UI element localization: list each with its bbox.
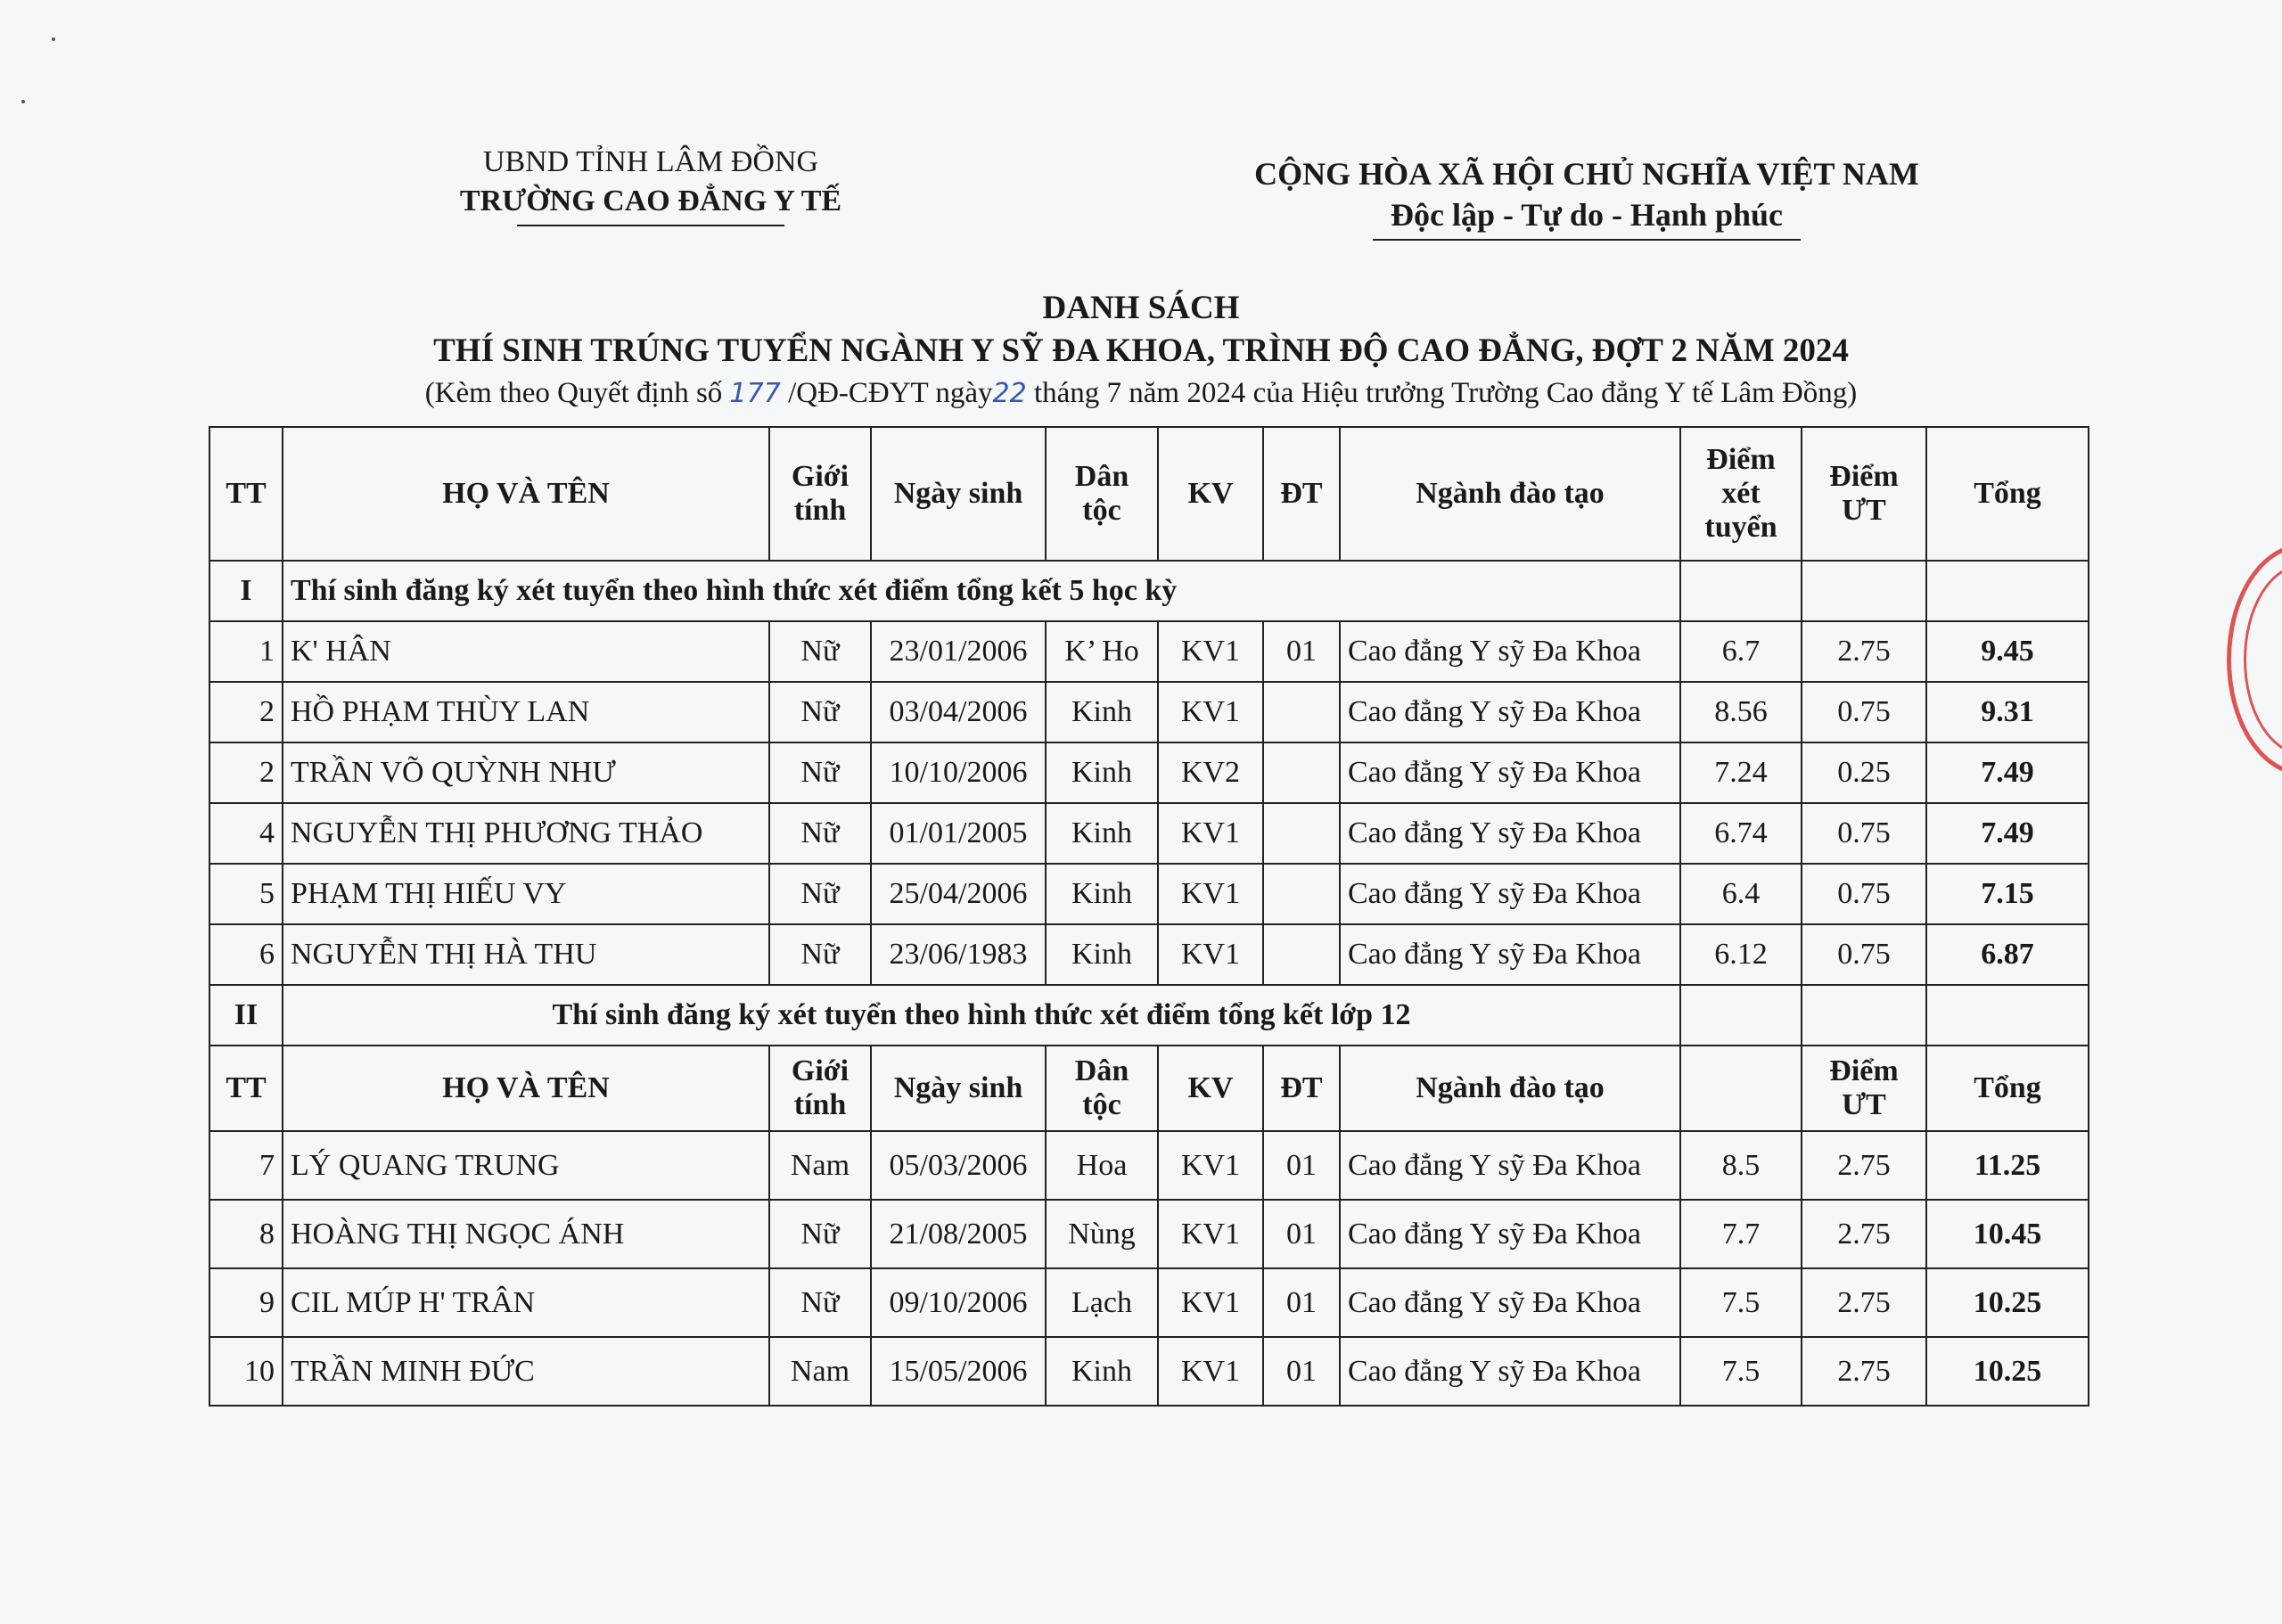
cell-gender: Nữ (769, 1200, 871, 1268)
title-line-3-b: /QĐ-CĐYT ngày (780, 377, 993, 409)
header-name: HỌ VÀ TÊN (283, 427, 769, 561)
table-row (209, 1200, 2089, 1268)
cell-dob: 23/01/2006 (871, 621, 1046, 682)
section-2-row (209, 985, 2089, 1046)
cell-dob: 15/05/2006 (871, 1337, 1046, 1406)
header-ethnic-2: tộc (1082, 494, 1121, 527)
header-ethnic-1: Dân (1074, 1054, 1129, 1087)
header-score-2: xét (1721, 477, 1761, 510)
official-seal (2227, 544, 2282, 775)
scan-speck (52, 37, 55, 41)
table-row (209, 924, 2089, 985)
header-ethnic (1046, 1046, 1158, 1131)
cell-tt: 5 (209, 864, 283, 924)
cell-dt: 01 (1263, 621, 1340, 682)
cell-name: PHẠM THỊ HIẾU VY (283, 864, 769, 924)
empty-cell (1802, 561, 1926, 621)
header-major: Ngành đào tạo (1340, 427, 1680, 561)
cell-major: Cao đẳng Y sỹ Đa Khoa (1340, 1131, 1680, 1200)
header-gender-2: tính (793, 1088, 847, 1121)
cell-ethnic: K’ Ho (1046, 621, 1158, 682)
cell-dt (1263, 742, 1340, 803)
cell-dob: 10/10/2006 (871, 742, 1046, 803)
empty-cell (1680, 985, 1802, 1046)
cell-priority: 0.75 (1802, 924, 1926, 985)
cell-gender: Nữ (769, 1268, 871, 1337)
cell-ethnic: Lạch (1046, 1268, 1158, 1337)
cell-kv: KV1 (1158, 1268, 1263, 1337)
empty-cell (1802, 985, 1926, 1046)
official-seal-inner (2244, 564, 2282, 755)
cell-ethnic: Nùng (1046, 1200, 1158, 1268)
cell-gender: Nam (769, 1131, 871, 1200)
cell-dob: 05/03/2006 (871, 1131, 1046, 1200)
cell-dob: 25/04/2006 (871, 864, 1046, 924)
cell-dob: 01/01/2005 (871, 803, 1046, 864)
cell-name: TRẦN VÕ QUỲNH NHƯ (283, 742, 769, 803)
section-1-row (209, 561, 2089, 621)
section-2-label: Thí sinh đăng ký xét tuyển theo hình thức xét điểm tổng kết lớp 12 (283, 985, 1680, 1046)
header-dt: ĐT (1263, 427, 1340, 561)
cell-dt (1263, 682, 1340, 742)
cell-total: 7.49 (1926, 742, 2089, 803)
cell-score: 7.24 (1680, 742, 1802, 803)
header-priority-1: Điểm (1829, 1054, 1899, 1087)
issuer-province: UBND TỈNH LÂM ĐỒNG (482, 145, 819, 178)
admission-table (209, 426, 2089, 1407)
section-2-number: II (209, 985, 283, 1046)
cell-kv: KV1 (1158, 1200, 1263, 1268)
cell-ethnic: Kinh (1046, 682, 1158, 742)
scan-speck (21, 100, 25, 103)
cell-dt (1263, 864, 1340, 924)
cell-major: Cao đẳng Y sỹ Đa Khoa (1340, 1268, 1680, 1337)
header-ethnic (1046, 427, 1158, 561)
header-score-3: tuyển (1704, 511, 1777, 544)
header-priority (1802, 427, 1926, 561)
cell-name: K' HÂN (283, 621, 769, 682)
cell-score: 6.4 (1680, 864, 1802, 924)
table-row (209, 682, 2089, 742)
header-total: Tổng (1926, 1046, 2089, 1131)
cell-ethnic: Kinh (1046, 864, 1158, 924)
issuer-school: TRƯỜNG CAO ĐẲNG Y TẾ (459, 185, 842, 217)
cell-total: 6.87 (1926, 924, 2089, 985)
cell-major: Cao đẳng Y sỹ Đa Khoa (1340, 803, 1680, 864)
header-major: Ngành đào tạo (1340, 1046, 1680, 1131)
cell-score: 8.56 (1680, 682, 1802, 742)
cell-priority: 0.75 (1802, 803, 1926, 864)
cell-ethnic: Kinh (1046, 742, 1158, 803)
document-title (0, 287, 2282, 414)
cell-score: 7.7 (1680, 1200, 1802, 1268)
cell-kv: KV1 (1158, 864, 1263, 924)
title-line-3 (0, 373, 2282, 414)
header-ethnic-1: Dân (1074, 460, 1129, 493)
cell-total: 10.45 (1926, 1200, 2089, 1268)
decision-day-handwritten: 22 (992, 378, 1027, 409)
cell-name: HỒ PHẠM THÙY LAN (283, 682, 769, 742)
cell-dt: 01 (1263, 1131, 1340, 1200)
title-line-3-c: tháng 7 năm 2024 của Hiệu trưởng Trường Cao đẳng Y tế Lâm Đồng) (1026, 377, 1858, 409)
cell-score: 8.5 (1680, 1131, 1802, 1200)
cell-kv: KV1 (1158, 682, 1263, 742)
header-gender (769, 1046, 871, 1131)
cell-dt: 01 (1263, 1268, 1340, 1337)
cell-dt (1263, 924, 1340, 985)
empty-cell (1926, 985, 2089, 1046)
cell-total: 11.25 (1926, 1131, 2089, 1200)
cell-kv: KV1 (1158, 924, 1263, 985)
empty-cell (1680, 561, 1802, 621)
cell-total: 9.45 (1926, 621, 2089, 682)
cell-name: CIL MÚP H' TRÂN (283, 1268, 769, 1337)
cell-ethnic: Kinh (1046, 924, 1158, 985)
cell-dob: 03/04/2006 (871, 682, 1046, 742)
header-gender (769, 427, 871, 561)
header-name: HỌ VÀ TÊN (283, 1046, 769, 1131)
header-kv: KV (1158, 427, 1263, 561)
cell-priority: 2.75 (1802, 1337, 1926, 1406)
cell-dob: 23/06/1983 (871, 924, 1046, 985)
national-name: CỘNG HÒA XÃ HỘI CHỦ NGHĨA VIỆT NAM (1254, 156, 1919, 192)
header-kv: KV (1158, 1046, 1263, 1131)
header-total: Tổng (1926, 427, 2089, 561)
cell-kv: KV1 (1158, 1337, 1263, 1406)
cell-tt: 2 (209, 682, 283, 742)
table-row (209, 742, 2089, 803)
cell-name: NGUYỄN THỊ HÀ THU (283, 924, 769, 985)
title-line-3-a: (Kèm theo Quyết định số (424, 377, 730, 409)
cell-ethnic: Kinh (1046, 803, 1158, 864)
cell-tt: 6 (209, 924, 283, 985)
cell-kv: KV1 (1158, 803, 1263, 864)
issuer-underline (517, 225, 784, 226)
table-row (209, 1268, 2089, 1337)
cell-gender: Nữ (769, 682, 871, 742)
cell-gender: Nữ (769, 803, 871, 864)
cell-major: Cao đẳng Y sỹ Đa Khoa (1340, 924, 1680, 985)
cell-dt: 01 (1263, 1200, 1340, 1268)
header-dob: Ngày sinh (871, 1046, 1046, 1131)
header-dt: ĐT (1263, 1046, 1340, 1131)
cell-priority: 2.75 (1802, 1200, 1926, 1268)
header-dob: Ngày sinh (871, 427, 1046, 561)
cell-name: LÝ QUANG TRUNG (283, 1131, 769, 1200)
decision-number-handwritten: 177 (729, 378, 781, 409)
cell-kv: KV1 (1158, 1131, 1263, 1200)
cell-gender: Nữ (769, 864, 871, 924)
header-gender-1: Giới (791, 460, 850, 493)
table-header-row-2 (209, 1046, 2089, 1131)
cell-tt: 2 (209, 742, 283, 803)
cell-total: 10.25 (1926, 1268, 2089, 1337)
header-ethnic-2: tộc (1082, 1088, 1121, 1121)
header-score (1680, 427, 1802, 561)
cell-score: 6.12 (1680, 924, 1802, 985)
cell-ethnic: Kinh (1046, 1337, 1158, 1406)
cell-gender: Nữ (769, 924, 871, 985)
national-motto: Độc lập - Tự do - Hạnh phúc (1390, 197, 1784, 233)
cell-tt: 7 (209, 1131, 283, 1200)
cell-tt: 9 (209, 1268, 283, 1337)
cell-gender: Nữ (769, 621, 871, 682)
empty-cell (1926, 561, 2089, 621)
cell-dob: 21/08/2005 (871, 1200, 1046, 1268)
header-priority (1802, 1046, 1926, 1131)
cell-priority: 2.75 (1802, 1131, 1926, 1200)
cell-tt: 1 (209, 621, 283, 682)
header-gender-1: Giới (791, 1054, 850, 1087)
cell-major: Cao đẳng Y sỹ Đa Khoa (1340, 1200, 1680, 1268)
header-tt: TT (209, 1046, 283, 1131)
cell-name: TRẦN MINH ĐỨC (283, 1337, 769, 1406)
cell-priority: 0.75 (1802, 864, 1926, 924)
empty-cell (1680, 1046, 1802, 1131)
cell-total: 10.25 (1926, 1337, 2089, 1406)
cell-priority: 2.75 (1802, 1268, 1926, 1337)
cell-major: Cao đẳng Y sỹ Đa Khoa (1340, 682, 1680, 742)
header-priority-2: ƯT (1842, 494, 1886, 527)
cell-kv: KV2 (1158, 742, 1263, 803)
cell-kv: KV1 (1158, 621, 1263, 682)
issuer-block (374, 143, 927, 226)
section-1-number: I (209, 561, 283, 621)
table-row (209, 803, 2089, 864)
cell-priority: 2.75 (1802, 621, 1926, 682)
cell-dob: 09/10/2006 (871, 1268, 1046, 1337)
cell-major: Cao đẳng Y sỹ Đa Khoa (1340, 1337, 1680, 1406)
section-1-label: Thí sinh đăng ký xét tuyển theo hình thức xét điểm tổng kết 5 học kỳ (283, 561, 1680, 621)
header-tt: TT (209, 427, 283, 561)
cell-gender: Nam (769, 1337, 871, 1406)
title-line-2: THÍ SINH TRÚNG TUYỂN NGÀNH Y SỸ ĐA KHOA, TRÌNH ĐỘ CAO ĐẲNG, ĐỢT 2 NĂM 2024 (433, 332, 1849, 369)
header-priority-1: Điểm (1829, 460, 1899, 493)
cell-major: Cao đẳng Y sỹ Đa Khoa (1340, 621, 1680, 682)
title-line-1: DANH SÁCH (1042, 290, 1240, 326)
cell-dt (1263, 803, 1340, 864)
cell-score: 6.74 (1680, 803, 1802, 864)
cell-score: 6.7 (1680, 621, 1802, 682)
cell-tt: 10 (209, 1337, 283, 1406)
table-header-row (209, 427, 2089, 561)
cell-priority: 0.75 (1802, 682, 1926, 742)
header-gender-2: tính (793, 494, 847, 527)
cell-score: 7.5 (1680, 1268, 1802, 1337)
cell-major: Cao đẳng Y sỹ Đa Khoa (1340, 864, 1680, 924)
table-row (209, 864, 2089, 924)
cell-total: 7.15 (1926, 864, 2089, 924)
cell-total: 7.49 (1926, 803, 2089, 864)
cell-gender: Nữ (769, 742, 871, 803)
cell-score: 7.5 (1680, 1337, 1802, 1406)
cell-total: 9.31 (1926, 682, 2089, 742)
header-priority-2: ƯT (1842, 1088, 1886, 1121)
table-row (209, 1131, 2089, 1200)
header-score-1: Điểm (1706, 443, 1776, 476)
cell-name: HOÀNG THỊ NGỌC ÁNH (283, 1200, 769, 1268)
cell-major: Cao đẳng Y sỹ Đa Khoa (1340, 742, 1680, 803)
cell-tt: 4 (209, 803, 283, 864)
table-row (209, 1337, 2089, 1406)
cell-ethnic: Hoa (1046, 1131, 1158, 1200)
cell-name: NGUYỄN THỊ PHƯƠNG THẢO (283, 803, 769, 864)
cell-priority: 0.25 (1802, 742, 1926, 803)
cell-tt: 8 (209, 1200, 283, 1268)
cell-dt: 01 (1263, 1337, 1340, 1406)
table-row (209, 621, 2089, 682)
motto-underline (1373, 239, 1801, 241)
national-motto-block (1230, 153, 1943, 241)
